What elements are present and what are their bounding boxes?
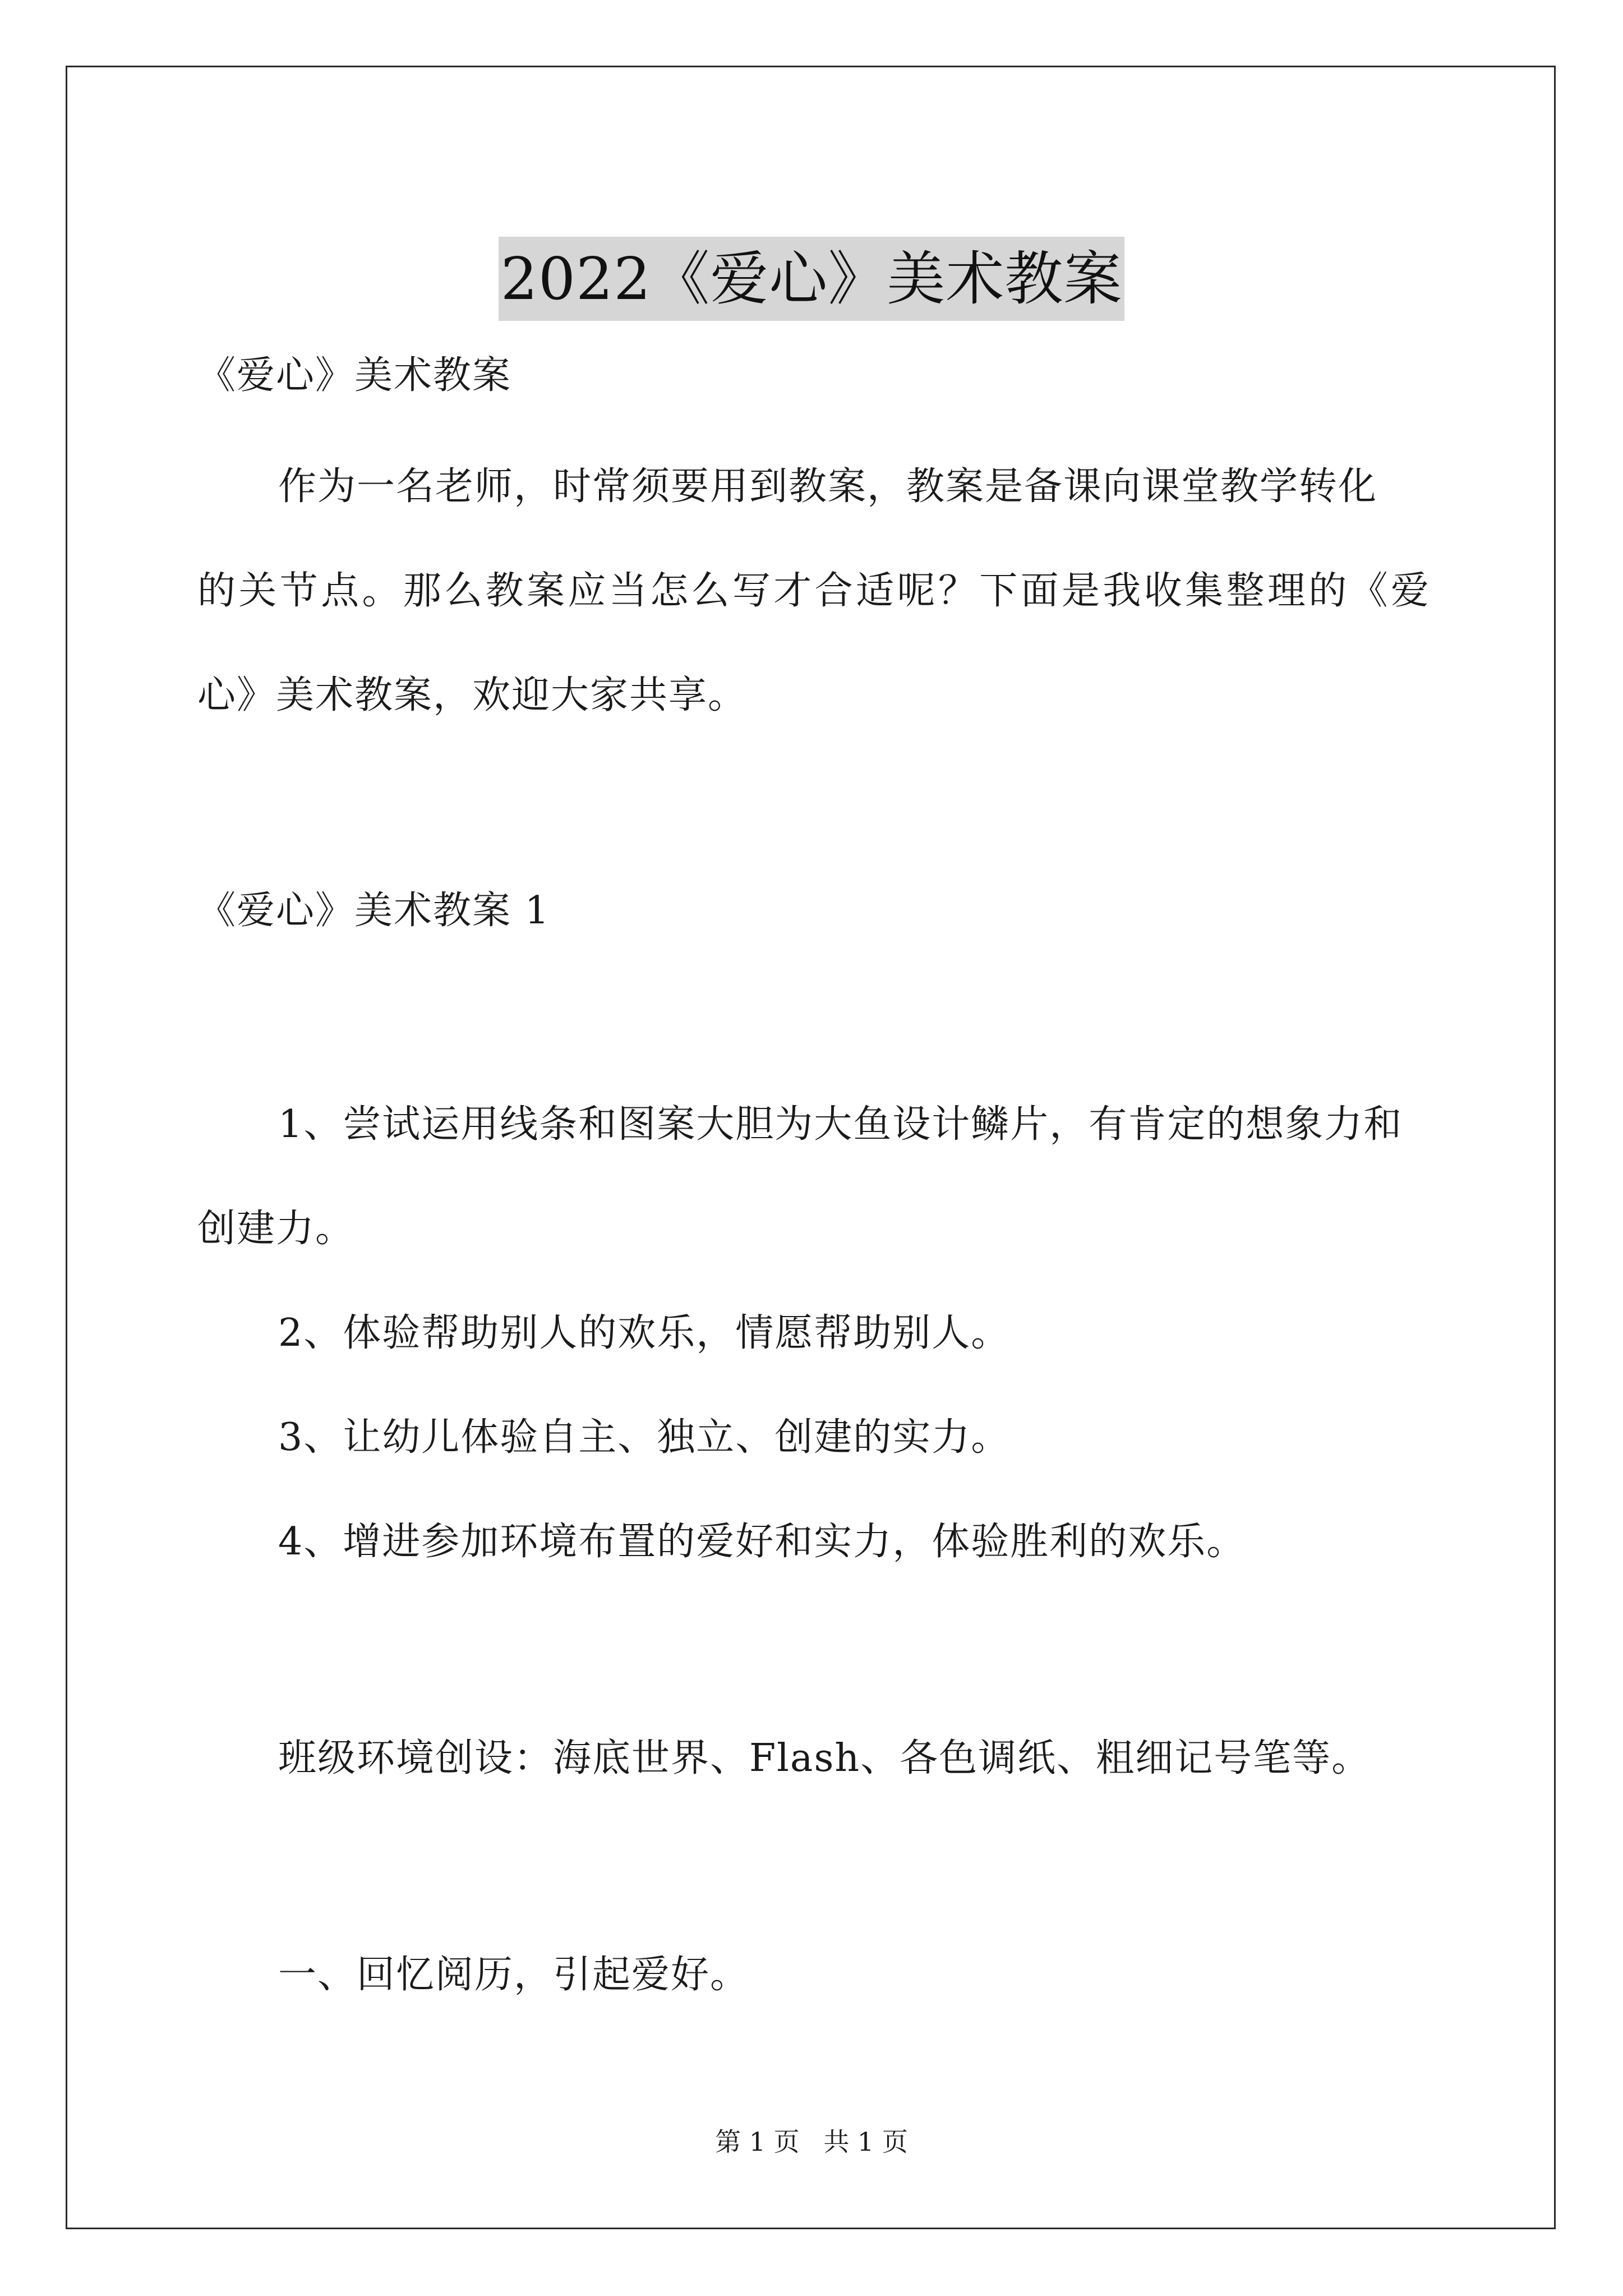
page-total: 共 1 页 — [823, 2127, 908, 2157]
goal-2: 2、体验帮助别人的欢乐，情愿帮助别人。 — [278, 1311, 1011, 1355]
preparation: 班级环境创设：海底世界、Flash、各色调纸、粗细记号笔等。 — [278, 1736, 1371, 1780]
page-footer — [0, 2125, 1623, 2159]
goal-3: 3、让幼儿体验自主、独立、创建的实力。 — [278, 1415, 1011, 1460]
goal-4: 4、增进参加环境布置的爱好和实力，体验胜利的欢乐。 — [278, 1520, 1246, 1564]
page-number: 第 1 页 — [715, 2127, 800, 2157]
intro-line-3: 心》美术教案，欢迎大家共享。 — [197, 673, 748, 717]
goal-1-line-2: 创建力。 — [197, 1207, 355, 1251]
title-container — [0, 197, 1623, 360]
process-step-1: 一、回忆阅历，引起爱好。 — [278, 1953, 750, 1997]
section-heading: 《爱心》美术教案 1 — [197, 889, 550, 933]
subtitle: 《爱心》美术教案 — [197, 353, 512, 398]
intro-line-1: 作为一名老师，时常须要用到教案，教案是备课向课堂教学转化 — [278, 464, 1378, 509]
intro-line-2: 的关节点。那么教案应当怎么写才合适呢？下面是我收集整理的《爱 — [197, 569, 1430, 613]
document-title: 2022《爱心》美术教案 — [499, 237, 1125, 321]
goal-1-line-1: 1、尝试运用线条和图案大胆为大鱼设计鳞片，有肯定的想象力和 — [278, 1102, 1403, 1147]
